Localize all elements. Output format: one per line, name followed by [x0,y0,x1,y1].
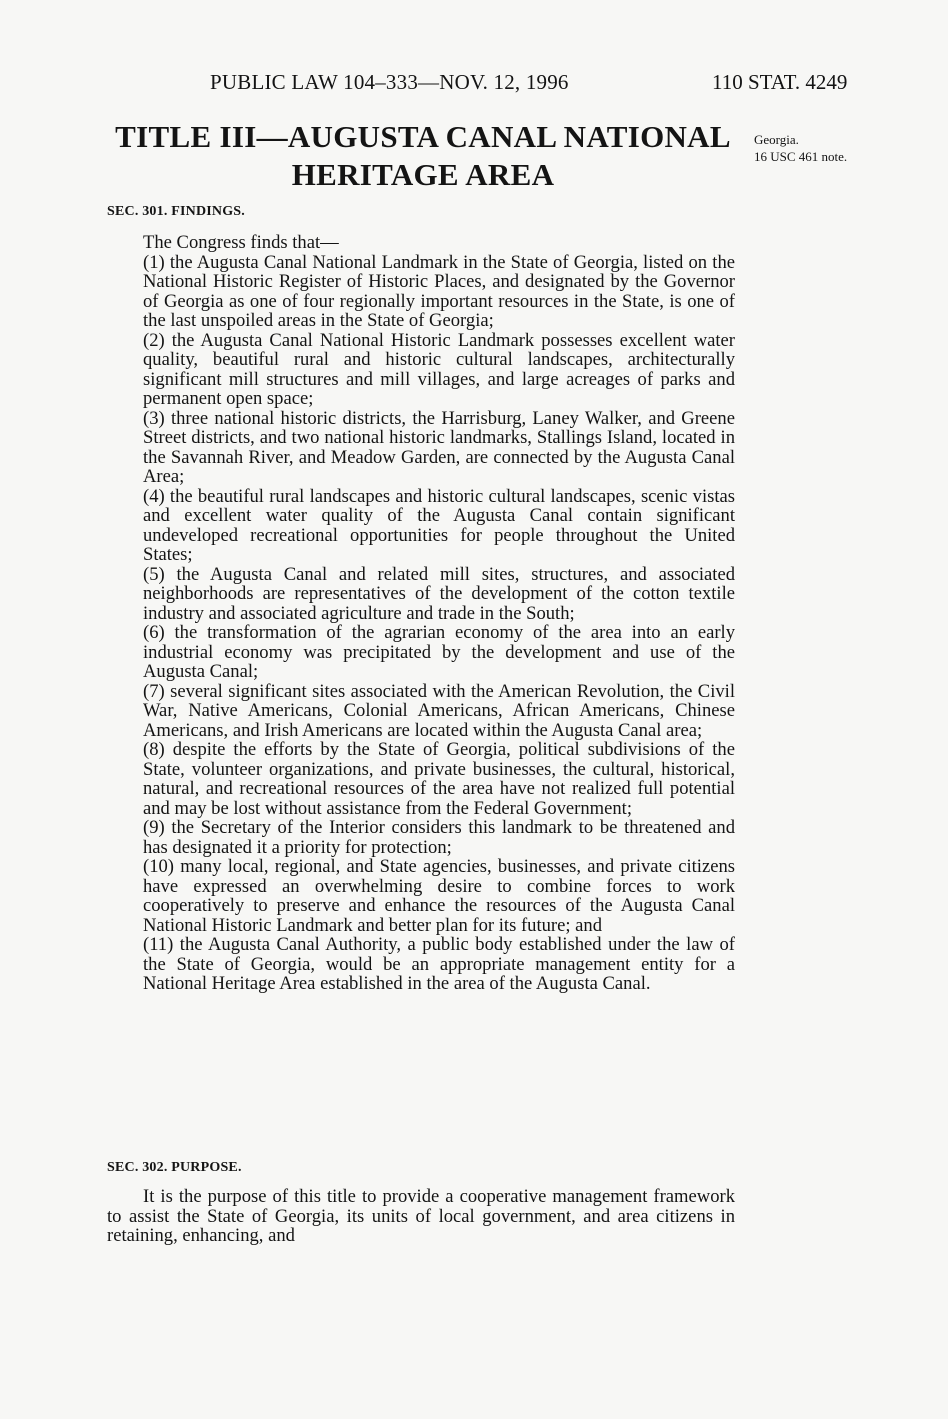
running-header [0,70,948,100]
finding-item: (3) three national historic districts, the Harrisburg, Laney Walker, and Greene Street districts, and two national historic landmarks, Stallings Island, located in the Savannah River, and Meadow Garden, are connected by the Augusta Canal Area; [143,407,735,487]
section-302-heading: SEC. 302. PURPOSE. [107,1160,242,1175]
finding-item: (2) the Augusta Canal National Historic Landmark possesses excellent water quality, beautiful rural and historic cultural landscapes, architecturally significant mill structures and mill villages, and large acreages of parks and permanent open space; [143,329,735,409]
finding-item: (9) the Secretary of the Interior considers this landmark to be threatened and has designated it a priority for protection; [143,817,735,858]
title-heading [108,118,738,194]
margin-note-citation: 16 USC 461 note. [754,149,848,164]
section-302-body [107,1187,735,1246]
statute-page-number: 110 STAT. 4249 [712,70,848,94]
margin-note-state: Georgia. [754,132,799,147]
purpose-paragraph: It is the purpose of this title to provide a cooperative management framework to assist the State of Georgia, its units of local government, and area citizens in retaining, enhancing, and [107,1186,735,1246]
findings-intro: The Congress finds that— [143,232,339,253]
title-line-1: TITLE III—AUGUSTA CANAL NATIONAL [115,119,731,154]
finding-item: (1) the Augusta Canal National Landmark in the State of Georgia, listed on the National Historic Register of Historic Places, and designated by the Governor of Georgia as one of four regionally important resources in the State, is one of the last unspoiled areas in the State of Georgia; [143,251,735,331]
public-law-citation: PUBLIC LAW 104–333—NOV. 12, 1996 [210,70,569,94]
finding-item: (6) the transformation of the agrarian economy of the area into an early industrial economy was precipitated by the development and use of the Augusta Canal; [143,622,735,682]
margin-note [754,131,847,165]
finding-item: (11) the Augusta Canal Authority, a public body established under the law of the State of Georgia, would be an appropriate management entity for a National Heritage Area established in the area of the Augusta Canal. [143,934,735,994]
section-301-heading: SEC. 301. FINDINGS. [107,204,245,219]
finding-item: (4) the beautiful rural landscapes and historic cultural landscapes, scenic vistas and excellent water quality of the Augusta Canal contain significant undeveloped recreational opportunities for people throughout the United States; [143,485,735,565]
finding-item: (10) many local, regional, and State agencies, businesses, and private citizens have expressed an overwhelming desire to combine forces to work cooperatively to preserve and enhance the resources of the Augusta Canal National Historic Landmark and better plan for its future; and [143,856,735,936]
section-301-body [143,233,735,994]
finding-item: (7) several significant sites associated with the American Revolution, the Civil War, Native Americans, Colonial Americans, African Americans, Chinese Americans, and Irish Americans are located within the Augusta Canal area; [143,680,735,741]
title-line-2: HERITAGE AREA [291,157,555,192]
finding-item: (8) despite the efforts by the State of Georgia, political subdivisions of the State, volunteer organizations, and private businesses, the cultural, historical, natural, and recreational resources of the area have not realized full potential and may be lost without assistance from the Federal Government; [143,739,735,819]
finding-item: (5) the Augusta Canal and related mill sites, structures, and associated neighborhoods are representatives of the development of the cotton textile industry and associated agriculture and trade in the South; [143,563,735,624]
